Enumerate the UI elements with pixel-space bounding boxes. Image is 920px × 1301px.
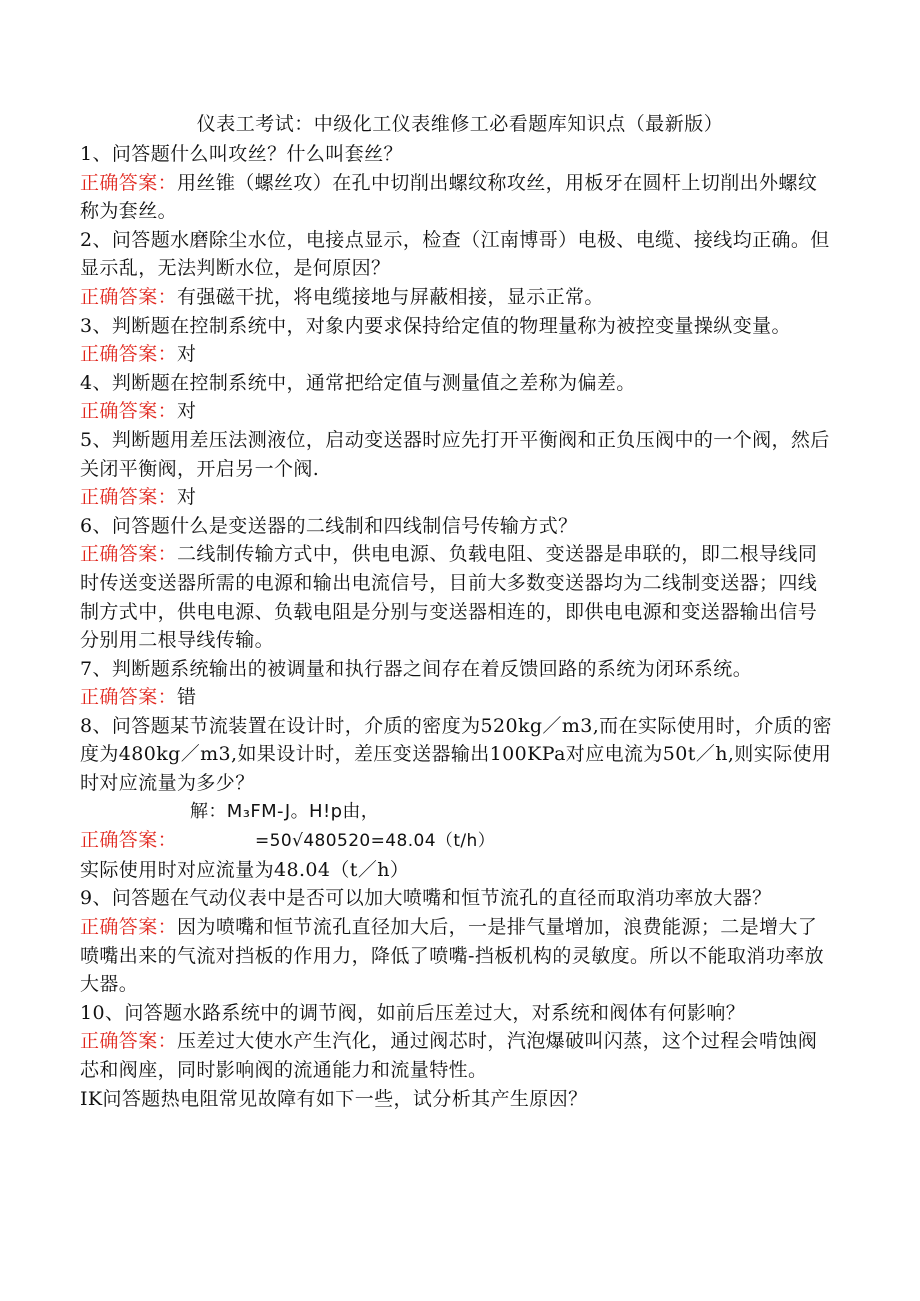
document-title: 仪表工考试：中级化工仪表维修工必看题库知识点（最新版） — [196, 113, 724, 135]
answer-text: 对 — [177, 343, 197, 366]
question-1: 1、问答题什么叫攻丝？什么叫套丝？ — [80, 143, 403, 165]
answer-label: 正确答案： — [80, 285, 178, 308]
answer-text: 因为喷嘴和恒节流孔直径加大后，一是排气量增加，浪费能源；二是增大了喷嘴出来的气流对挡板的作用力，降低了喷嘴-挡板机构的灵敏度。所以不能取消功率放大器。 — [80, 916, 825, 996]
question-11: IK问答题热电阻常见故障有如下一些，试分析其产生原因？ — [80, 1087, 588, 1110]
question-6: 6、问答题什么是变送器的二线制和四线制信号传输方式？ — [80, 514, 578, 537]
result-line: 实际使用时对应流量为48.04（t／h） — [80, 858, 410, 881]
answer-label: 正确答案： — [80, 829, 178, 852]
answer-text: 压差过大使水产生汽化，通过阀芯时，汽泡爆破叫闪蒸，这个过程会啃蚀阀芯和阀座，同时影响阀的流通能力和流量特性。 — [80, 1030, 818, 1081]
answer-text: 有强磁干扰，将电缆接地与屏蔽相接，显示正常。 — [177, 285, 604, 308]
answer-label: 正确答案： — [80, 686, 178, 709]
answer-label: 正确答案： — [80, 400, 178, 423]
answer-9 — [80, 913, 832, 999]
answer-text: 错 — [177, 686, 197, 709]
question-9: 9、问答题在气动仪表中是否可以加大喷嘴和恒节流孔的直径而取消功率放大器？ — [80, 887, 772, 910]
answer-7 — [80, 683, 832, 712]
answer-label: 正确答案： — [80, 171, 178, 194]
answer-label: 正确答案： — [80, 343, 178, 366]
answer-5 — [80, 483, 832, 512]
formula: =50√480520=48.04（t/h） — [255, 831, 496, 852]
question-3: 3、判断题在控制系统中，对象内要求保持给定值的物理量称为被控变量操纵变量。 — [80, 314, 791, 337]
answer-text: 用丝锥（螺丝攻）在孔中切削出螺纹称攻丝，用板牙在圆杆上切削出外螺纹称为套丝。 — [80, 171, 818, 223]
answer-6 — [80, 540, 832, 654]
question-7: 7、判断题系统输出的被调量和执行器之间存在着反馈回路的系统为闭环系统。 — [80, 657, 753, 680]
question-5: 5、判断题用差压法测液位，启动变送器时应先打开平衡阀和正负压阀中的一个阀，然后关闭平衡阀，开启另一个阀. — [80, 428, 830, 480]
question-2: 2、问答题水磨除尘水位，电接点显示，检查（江南博哥）电极、电缆、接线均正确。但显示乱，无法判断水位，是何原因？ — [80, 228, 830, 280]
answer-4 — [80, 397, 832, 426]
answer-10 — [80, 1027, 832, 1084]
answer-text: 对 — [177, 400, 197, 423]
answer-text: 二线制传输方式中，供电电源、负载电阻、变送器是串联的，即二根导线同时传送变送器所需的电源和输出电流信号，目前大多数变送器均为二线制变送器；四线制方式中，供电电源、负载电阻是分别与变送器相连的，即供电电源和变送器输出信号分别用二根导线传输。 — [80, 543, 818, 652]
answer-1 — [80, 169, 832, 226]
answer-label: 正确答案： — [80, 486, 178, 509]
answer-3 — [80, 340, 832, 369]
solution-line: 解：M₃FM-J。H!p由， — [190, 800, 380, 822]
answer-label: 正确答案： — [80, 543, 178, 566]
answer-2 — [80, 283, 832, 312]
question-8: 8、问答题某节流装置在设计时，介质的密度为520kg／m3,而在实际使用时，介质的密度为480kg／m3,如果设计时，差压变送器输出100KPa对应电流为50t／h,则实际使用时对应流量为多少？ — [80, 714, 832, 795]
question-10: 10、问答题水路系统中的调节阀，如前后压差过大，对系统和阀体有何影响？ — [80, 1001, 746, 1024]
question-4: 4、判断题在控制系统中，通常把给定值与测量值之差称为偏差。 — [80, 371, 636, 394]
answer-label: 正确答案： — [80, 916, 178, 939]
answer-text: 对 — [177, 486, 197, 509]
question-list — [80, 140, 832, 1113]
answer-8 — [80, 826, 832, 856]
answer-label: 正确答案： — [80, 1030, 178, 1053]
